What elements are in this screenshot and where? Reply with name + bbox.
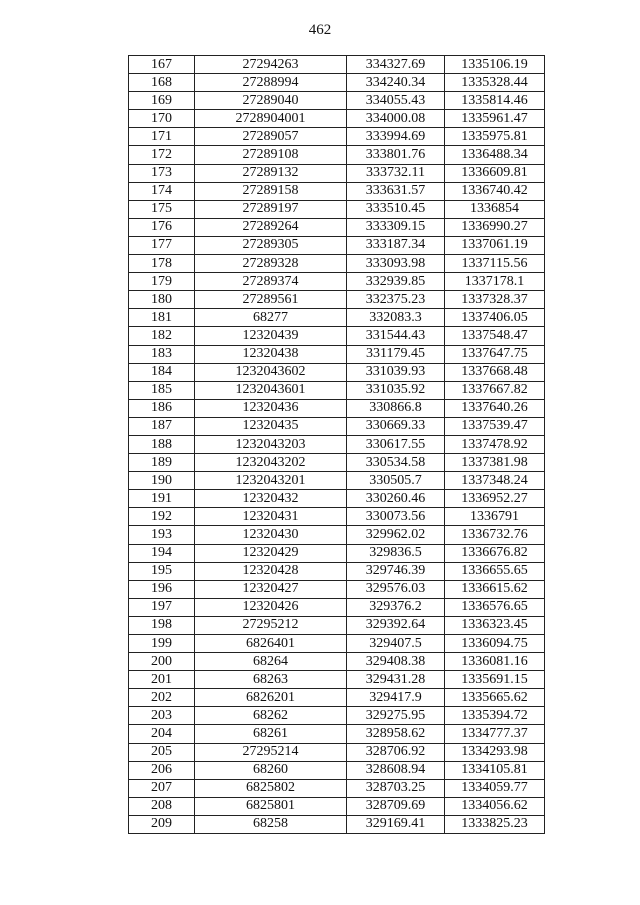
x-coordinate-cell: 333631.57 <box>347 182 445 200</box>
coordinates-table <box>128 55 545 834</box>
table-row <box>129 616 545 634</box>
point-number-cell: 192 <box>129 508 195 526</box>
x-coordinate-cell: 333093.98 <box>347 255 445 273</box>
table-row <box>129 327 545 345</box>
table-row <box>129 454 545 472</box>
point-number-cell: 169 <box>129 92 195 110</box>
y-coordinate-cell: 1336655.65 <box>445 562 545 580</box>
x-coordinate-cell: 332375.23 <box>347 291 445 309</box>
table-row <box>129 508 545 526</box>
table-row <box>129 56 545 74</box>
table-row <box>129 743 545 761</box>
y-coordinate-cell: 1333825.23 <box>445 815 545 833</box>
y-coordinate-cell: 1337061.19 <box>445 236 545 254</box>
point-number-cell: 168 <box>129 74 195 92</box>
y-coordinate-cell: 1336791 <box>445 508 545 526</box>
y-coordinate-cell: 1337478.92 <box>445 435 545 453</box>
y-coordinate-cell: 1336854 <box>445 200 545 218</box>
x-coordinate-cell: 329408.38 <box>347 653 445 671</box>
table-row <box>129 363 545 381</box>
x-coordinate-cell: 331179.45 <box>347 345 445 363</box>
point-number-cell: 206 <box>129 761 195 779</box>
x-coordinate-cell: 334327.69 <box>347 56 445 74</box>
point-id-cell: 6826401 <box>195 635 347 653</box>
point-number-cell: 203 <box>129 707 195 725</box>
x-coordinate-cell: 331035.92 <box>347 381 445 399</box>
x-coordinate-cell: 330534.58 <box>347 454 445 472</box>
table-row <box>129 472 545 490</box>
point-number-cell: 173 <box>129 164 195 182</box>
x-coordinate-cell: 330669.33 <box>347 417 445 435</box>
point-number-cell: 174 <box>129 182 195 200</box>
point-id-cell: 1232043602 <box>195 363 347 381</box>
table-row <box>129 435 545 453</box>
x-coordinate-cell: 329417.9 <box>347 689 445 707</box>
point-id-cell: 1232043601 <box>195 381 347 399</box>
point-id-cell: 2728904001 <box>195 110 347 128</box>
table-row <box>129 128 545 146</box>
table-row <box>129 671 545 689</box>
point-id-cell: 27289264 <box>195 218 347 236</box>
point-id-cell: 27294263 <box>195 56 347 74</box>
page-number: 462 <box>308 22 332 38</box>
y-coordinate-cell: 1337548.47 <box>445 327 545 345</box>
point-number-cell: 180 <box>129 291 195 309</box>
x-coordinate-cell: 329431.28 <box>347 671 445 689</box>
point-id-cell: 27295212 <box>195 616 347 634</box>
y-coordinate-cell: 1337647.75 <box>445 345 545 363</box>
point-id-cell: 12320427 <box>195 580 347 598</box>
point-id-cell: 1232043203 <box>195 435 347 453</box>
x-coordinate-cell: 330073.56 <box>347 508 445 526</box>
table-row <box>129 761 545 779</box>
y-coordinate-cell: 1336576.65 <box>445 598 545 616</box>
table-row <box>129 417 545 435</box>
y-coordinate-cell: 1336609.81 <box>445 164 545 182</box>
point-number-cell: 185 <box>129 381 195 399</box>
point-id-cell: 27289197 <box>195 200 347 218</box>
table-row <box>129 526 545 544</box>
x-coordinate-cell: 329169.41 <box>347 815 445 833</box>
point-id-cell: 6826201 <box>195 689 347 707</box>
point-id-cell: 27289328 <box>195 255 347 273</box>
point-number-cell: 181 <box>129 309 195 327</box>
point-id-cell: 6825802 <box>195 779 347 797</box>
table-row <box>129 725 545 743</box>
point-id-cell: 68261 <box>195 725 347 743</box>
point-id-cell: 27289108 <box>195 146 347 164</box>
point-number-cell: 172 <box>129 146 195 164</box>
x-coordinate-cell: 334055.43 <box>347 92 445 110</box>
point-number-cell: 196 <box>129 580 195 598</box>
point-number-cell: 183 <box>129 345 195 363</box>
y-coordinate-cell: 1335665.62 <box>445 689 545 707</box>
point-number-cell: 194 <box>129 544 195 562</box>
point-number-cell: 170 <box>129 110 195 128</box>
x-coordinate-cell: 330866.8 <box>347 399 445 417</box>
point-id-cell: 27289040 <box>195 92 347 110</box>
y-coordinate-cell: 1334293.98 <box>445 743 545 761</box>
y-coordinate-cell: 1335106.19 <box>445 56 545 74</box>
table-row <box>129 598 545 616</box>
point-id-cell: 68258 <box>195 815 347 833</box>
point-number-cell: 189 <box>129 454 195 472</box>
point-id-cell: 68262 <box>195 707 347 725</box>
x-coordinate-cell: 330505.7 <box>347 472 445 490</box>
table-row <box>129 815 545 833</box>
table-row <box>129 273 545 291</box>
point-id-cell: 27289132 <box>195 164 347 182</box>
y-coordinate-cell: 1335975.81 <box>445 128 545 146</box>
y-coordinate-cell: 1336740.42 <box>445 182 545 200</box>
table-row <box>129 182 545 200</box>
table-row <box>129 381 545 399</box>
point-number-cell: 195 <box>129 562 195 580</box>
point-number-cell: 171 <box>129 128 195 146</box>
point-id-cell: 68277 <box>195 309 347 327</box>
x-coordinate-cell: 328958.62 <box>347 725 445 743</box>
table-row <box>129 653 545 671</box>
table-row <box>129 399 545 417</box>
table-body <box>129 56 545 834</box>
point-number-cell: 199 <box>129 635 195 653</box>
x-coordinate-cell: 333801.76 <box>347 146 445 164</box>
point-number-cell: 187 <box>129 417 195 435</box>
point-id-cell: 12320428 <box>195 562 347 580</box>
table-row <box>129 309 545 327</box>
table-row <box>129 236 545 254</box>
table-row <box>129 110 545 128</box>
y-coordinate-cell: 1336488.34 <box>445 146 545 164</box>
x-coordinate-cell: 334000.08 <box>347 110 445 128</box>
x-coordinate-cell: 329392.64 <box>347 616 445 634</box>
point-id-cell: 12320431 <box>195 508 347 526</box>
y-coordinate-cell: 1336732.76 <box>445 526 545 544</box>
point-id-cell: 12320429 <box>195 544 347 562</box>
y-coordinate-cell: 1336615.62 <box>445 580 545 598</box>
x-coordinate-cell: 331544.43 <box>347 327 445 345</box>
point-id-cell: 12320439 <box>195 327 347 345</box>
x-coordinate-cell: 333994.69 <box>347 128 445 146</box>
point-number-cell: 179 <box>129 273 195 291</box>
y-coordinate-cell: 1336676.82 <box>445 544 545 562</box>
x-coordinate-cell: 333187.34 <box>347 236 445 254</box>
y-coordinate-cell: 1337406.05 <box>445 309 545 327</box>
point-id-cell: 27288994 <box>195 74 347 92</box>
x-coordinate-cell: 328709.69 <box>347 797 445 815</box>
y-coordinate-cell: 1336081.16 <box>445 653 545 671</box>
y-coordinate-cell: 1337328.37 <box>445 291 545 309</box>
point-id-cell: 12320426 <box>195 598 347 616</box>
point-number-cell: 200 <box>129 653 195 671</box>
table-row <box>129 562 545 580</box>
point-id-cell: 27289305 <box>195 236 347 254</box>
y-coordinate-cell: 1334056.62 <box>445 797 545 815</box>
point-number-cell: 204 <box>129 725 195 743</box>
x-coordinate-cell: 329275.95 <box>347 707 445 725</box>
table-row <box>129 255 545 273</box>
point-id-cell: 1232043202 <box>195 454 347 472</box>
point-number-cell: 205 <box>129 743 195 761</box>
table-row <box>129 218 545 236</box>
point-number-cell: 202 <box>129 689 195 707</box>
x-coordinate-cell: 329962.02 <box>347 526 445 544</box>
x-coordinate-cell: 334240.34 <box>347 74 445 92</box>
point-number-cell: 209 <box>129 815 195 833</box>
x-coordinate-cell: 332083.3 <box>347 309 445 327</box>
point-id-cell: 12320432 <box>195 490 347 508</box>
y-coordinate-cell: 1334059.77 <box>445 779 545 797</box>
point-id-cell: 27295214 <box>195 743 347 761</box>
y-coordinate-cell: 1335394.72 <box>445 707 545 725</box>
y-coordinate-cell: 1337348.24 <box>445 472 545 490</box>
x-coordinate-cell: 328608.94 <box>347 761 445 779</box>
point-id-cell: 27289374 <box>195 273 347 291</box>
x-coordinate-cell: 329407.5 <box>347 635 445 653</box>
point-number-cell: 197 <box>129 598 195 616</box>
x-coordinate-cell: 329746.39 <box>347 562 445 580</box>
table-row <box>129 689 545 707</box>
y-coordinate-cell: 1336323.45 <box>445 616 545 634</box>
y-coordinate-cell: 1337539.47 <box>445 417 545 435</box>
table-row <box>129 345 545 363</box>
y-coordinate-cell: 1334777.37 <box>445 725 545 743</box>
x-coordinate-cell: 329376.2 <box>347 598 445 616</box>
point-number-cell: 178 <box>129 255 195 273</box>
point-number-cell: 186 <box>129 399 195 417</box>
x-coordinate-cell: 328706.92 <box>347 743 445 761</box>
y-coordinate-cell: 1335691.15 <box>445 671 545 689</box>
point-id-cell: 12320430 <box>195 526 347 544</box>
point-number-cell: 208 <box>129 797 195 815</box>
point-id-cell: 27289158 <box>195 182 347 200</box>
table-row <box>129 291 545 309</box>
y-coordinate-cell: 1335328.44 <box>445 74 545 92</box>
point-number-cell: 193 <box>129 526 195 544</box>
x-coordinate-cell: 328703.25 <box>347 779 445 797</box>
table-row <box>129 635 545 653</box>
y-coordinate-cell: 1334105.81 <box>445 761 545 779</box>
table-row <box>129 92 545 110</box>
x-coordinate-cell: 329836.5 <box>347 544 445 562</box>
point-id-cell: 68260 <box>195 761 347 779</box>
x-coordinate-cell: 332939.85 <box>347 273 445 291</box>
y-coordinate-cell: 1337115.56 <box>445 255 545 273</box>
point-id-cell: 27289057 <box>195 128 347 146</box>
x-coordinate-cell: 331039.93 <box>347 363 445 381</box>
table-row <box>129 544 545 562</box>
point-number-cell: 191 <box>129 490 195 508</box>
table-row <box>129 797 545 815</box>
y-coordinate-cell: 1336952.27 <box>445 490 545 508</box>
point-id-cell: 68264 <box>195 653 347 671</box>
x-coordinate-cell: 333510.45 <box>347 200 445 218</box>
y-coordinate-cell: 1337381.98 <box>445 454 545 472</box>
table-row <box>129 490 545 508</box>
point-id-cell: 12320436 <box>195 399 347 417</box>
point-number-cell: 190 <box>129 472 195 490</box>
table-row <box>129 164 545 182</box>
table-row <box>129 779 545 797</box>
y-coordinate-cell: 1336990.27 <box>445 218 545 236</box>
point-id-cell: 12320438 <box>195 345 347 363</box>
point-number-cell: 184 <box>129 363 195 381</box>
table-row <box>129 580 545 598</box>
table-row <box>129 74 545 92</box>
point-number-cell: 176 <box>129 218 195 236</box>
point-number-cell: 167 <box>129 56 195 74</box>
point-number-cell: 175 <box>129 200 195 218</box>
point-number-cell: 201 <box>129 671 195 689</box>
y-coordinate-cell: 1336094.75 <box>445 635 545 653</box>
y-coordinate-cell: 1335814.46 <box>445 92 545 110</box>
x-coordinate-cell: 329576.03 <box>347 580 445 598</box>
point-number-cell: 188 <box>129 435 195 453</box>
y-coordinate-cell: 1337668.48 <box>445 363 545 381</box>
point-id-cell: 68263 <box>195 671 347 689</box>
y-coordinate-cell: 1335961.47 <box>445 110 545 128</box>
y-coordinate-cell: 1337178.1 <box>445 273 545 291</box>
point-number-cell: 177 <box>129 236 195 254</box>
y-coordinate-cell: 1337667.82 <box>445 381 545 399</box>
point-id-cell: 27289561 <box>195 291 347 309</box>
point-id-cell: 6825801 <box>195 797 347 815</box>
point-id-cell: 1232043201 <box>195 472 347 490</box>
table-row <box>129 146 545 164</box>
y-coordinate-cell: 1337640.26 <box>445 399 545 417</box>
x-coordinate-cell: 333732.11 <box>347 164 445 182</box>
x-coordinate-cell: 330260.46 <box>347 490 445 508</box>
table-row <box>129 200 545 218</box>
point-number-cell: 182 <box>129 327 195 345</box>
point-number-cell: 207 <box>129 779 195 797</box>
x-coordinate-cell: 330617.55 <box>347 435 445 453</box>
table-row <box>129 707 545 725</box>
point-number-cell: 198 <box>129 616 195 634</box>
point-id-cell: 12320435 <box>195 417 347 435</box>
x-coordinate-cell: 333309.15 <box>347 218 445 236</box>
